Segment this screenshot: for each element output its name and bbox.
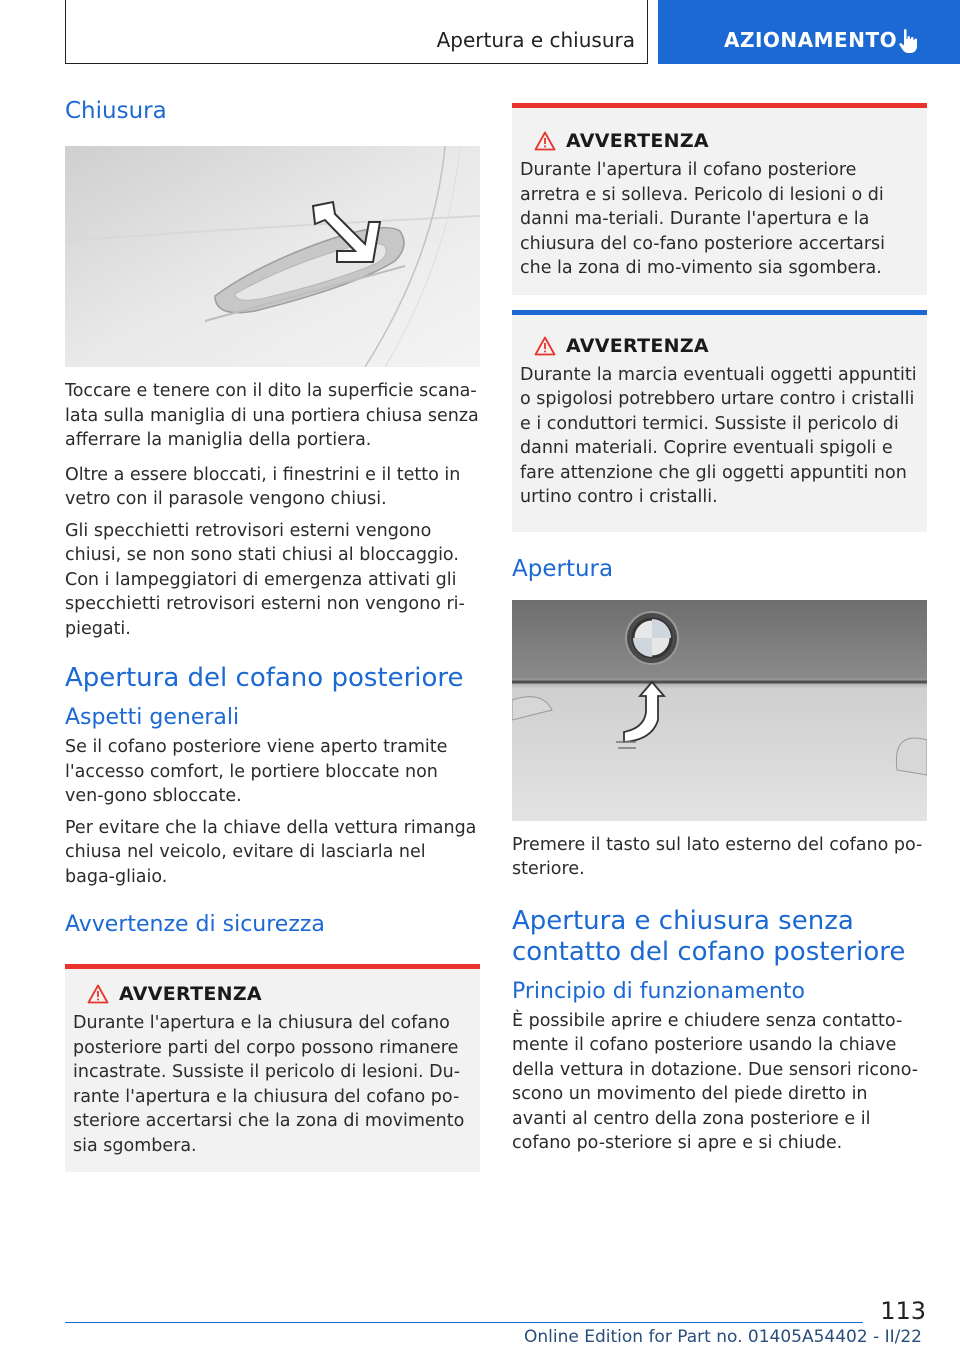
warning-box-2-text: Durante l'apertura il cofano posteriore arretra e si solleva. Pericolo di lesioni o di danni ma-teriali. Durante l'apertura e la chiusura del co-fano posteriore accertarsi che la zona di mo-vimento sia sgombera. (520, 160, 886, 278)
footer-rule (65, 1322, 863, 1323)
principio-paragraph: È possibile aprire e chiudere senza contatto-mente il cofano posteriore usando la chiave della vettura in dotazione. Due sensori ricono-scono un movimento del piede diretto in avanti al centro della zona posteriore e il cofano po-steriore si apre e si chiude. (512, 1010, 919, 1153)
warning-box-2-title (534, 130, 919, 152)
warning-box-3-label: AVVERTENZA (566, 334, 709, 357)
running-header (65, 0, 648, 64)
page-number: 113 (880, 1297, 926, 1325)
warning-box-1-text: Durante l'apertura e la chiusura del cofano posteriore parti del corpo possono rimanere incastrate. Sussiste il pericolo di lesioni. Du-rante l'apertura e la chiusura del cofano po-steriore accertarsi che la zona di movimento sia sgombera. (73, 1013, 465, 1156)
warning-box-3-text: Durante la marcia eventuali oggetti appuntiti o spigolosi potrebbero urtare contro i cristalli e i conduttori termici. Sussiste il pericolo di danni materiali. Coprire eventuali spigoli e fare attenzione che gli oggetti appuntiti non urtino contro i cristalli. (520, 364, 917, 507)
chiusura-paragraph-3: Gli specchietti retrovisori esterni vengono chiusi, se non sono stati chiusi al bloccaggio. Con i lampeggiatori di emergenza attivati gli specchietti retrovisori esterni non vengono ri-piegati. (65, 520, 465, 639)
principio-heading: Principio di funzionamento (512, 978, 805, 1004)
chiusura-paragraph-2: Oltre a essere bloccati, i finestrini e il tetto in vetro con il parasole vengono chiusi. (65, 464, 461, 509)
chiusura-heading: Chiusura (65, 98, 167, 124)
warning-box-2-label: AVVERTENZA (566, 130, 709, 152)
edition-footer: Online Edition for Part no. 01405A54402 - II/22 (523, 1327, 922, 1347)
tailgate-button-illustration (512, 600, 927, 821)
apertura-paragraph: Premere il tasto sul lato esterno del cofano po-steriore. (512, 834, 923, 879)
section-title: Apertura e chiusura (436, 28, 635, 52)
chapter-title: AZIONAMENTO (724, 28, 898, 52)
aspetti-heading: Aspetti generali (65, 705, 240, 730)
warning-triangle-icon (534, 131, 556, 151)
chapter-tab (658, 0, 960, 64)
cofano-heading: Apertura del cofano posteriore (65, 663, 464, 693)
avvertenze-heading: Avvertenze di sicurezza (65, 912, 325, 937)
aspetti-paragraph-2: Per evitare che la chiave della vettura rimanga chiusa nel veicolo, evitare di lasciarla nel baga-gliaio. (65, 817, 477, 887)
warning-box-1 (65, 964, 480, 1172)
warning-box-3 (512, 310, 927, 532)
hand-pointer-icon (898, 28, 922, 54)
warning-triangle-icon (87, 984, 109, 1004)
warning-triangle-icon (534, 336, 556, 356)
warning-box-1-title (87, 983, 472, 1005)
warning-box-1-label: AVVERTENZA (119, 983, 262, 1005)
warning-box-2 (512, 103, 927, 295)
apertura-heading: Apertura (512, 555, 614, 582)
right-column (512, 103, 927, 1156)
left-column (65, 96, 480, 1172)
chiusura-paragraph-1: Toccare e tenere con il dito la superficie scana-lata sulla maniglia di una portiera chiusa senza afferrare la maniglia della portiera. (65, 381, 479, 450)
aspetti-paragraph-1: Se il cofano posteriore viene aperto tramite l'accesso comfort, le portiere bloccate non ven-gono sbloccate. (65, 737, 448, 806)
contatto-heading: Apertura e chiusura senza contatto del cofano posteriore (512, 905, 906, 967)
warning-box-3-title (534, 335, 919, 357)
door-handle-illustration (65, 146, 480, 367)
